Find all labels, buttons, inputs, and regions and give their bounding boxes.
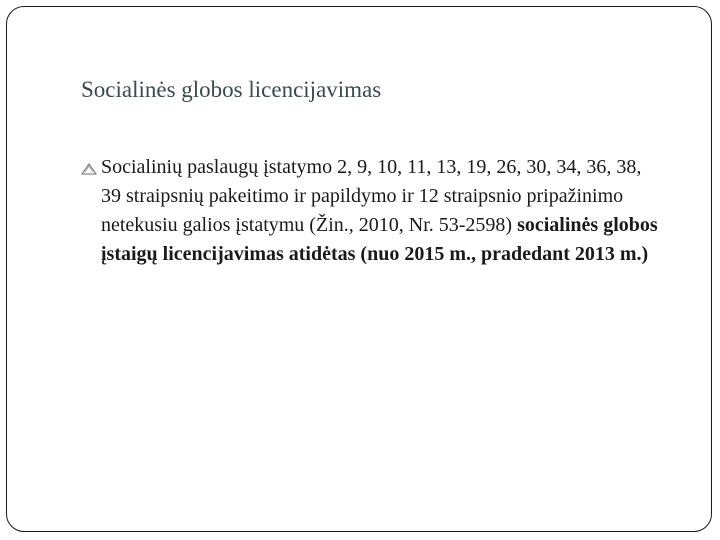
bullet-item <box>79 153 659 269</box>
slide-body <box>79 153 659 269</box>
bullet-text-regular: Socialinių paslaugų įstatymo 2, 9, 10, 11, 13, 19, 26, 30, 34, 36, 38, 39 straipsnių pakeitimo ir papildymo ir 12 straipsnio pripažinimo netekusiu galios įstatymu (Žin., 2010, Nr. 53-2598) <box>101 156 642 236</box>
bullet-text-bold: socialinės globos įstaigų licencijavimas atidėtas (nuo 2015 m., pradedant 2013 m.) <box>101 214 658 265</box>
sparkle-bullet-icon <box>81 163 97 175</box>
slide-title: Socialinės globos licencijavimas <box>81 77 382 102</box>
slide-frame <box>6 6 712 532</box>
